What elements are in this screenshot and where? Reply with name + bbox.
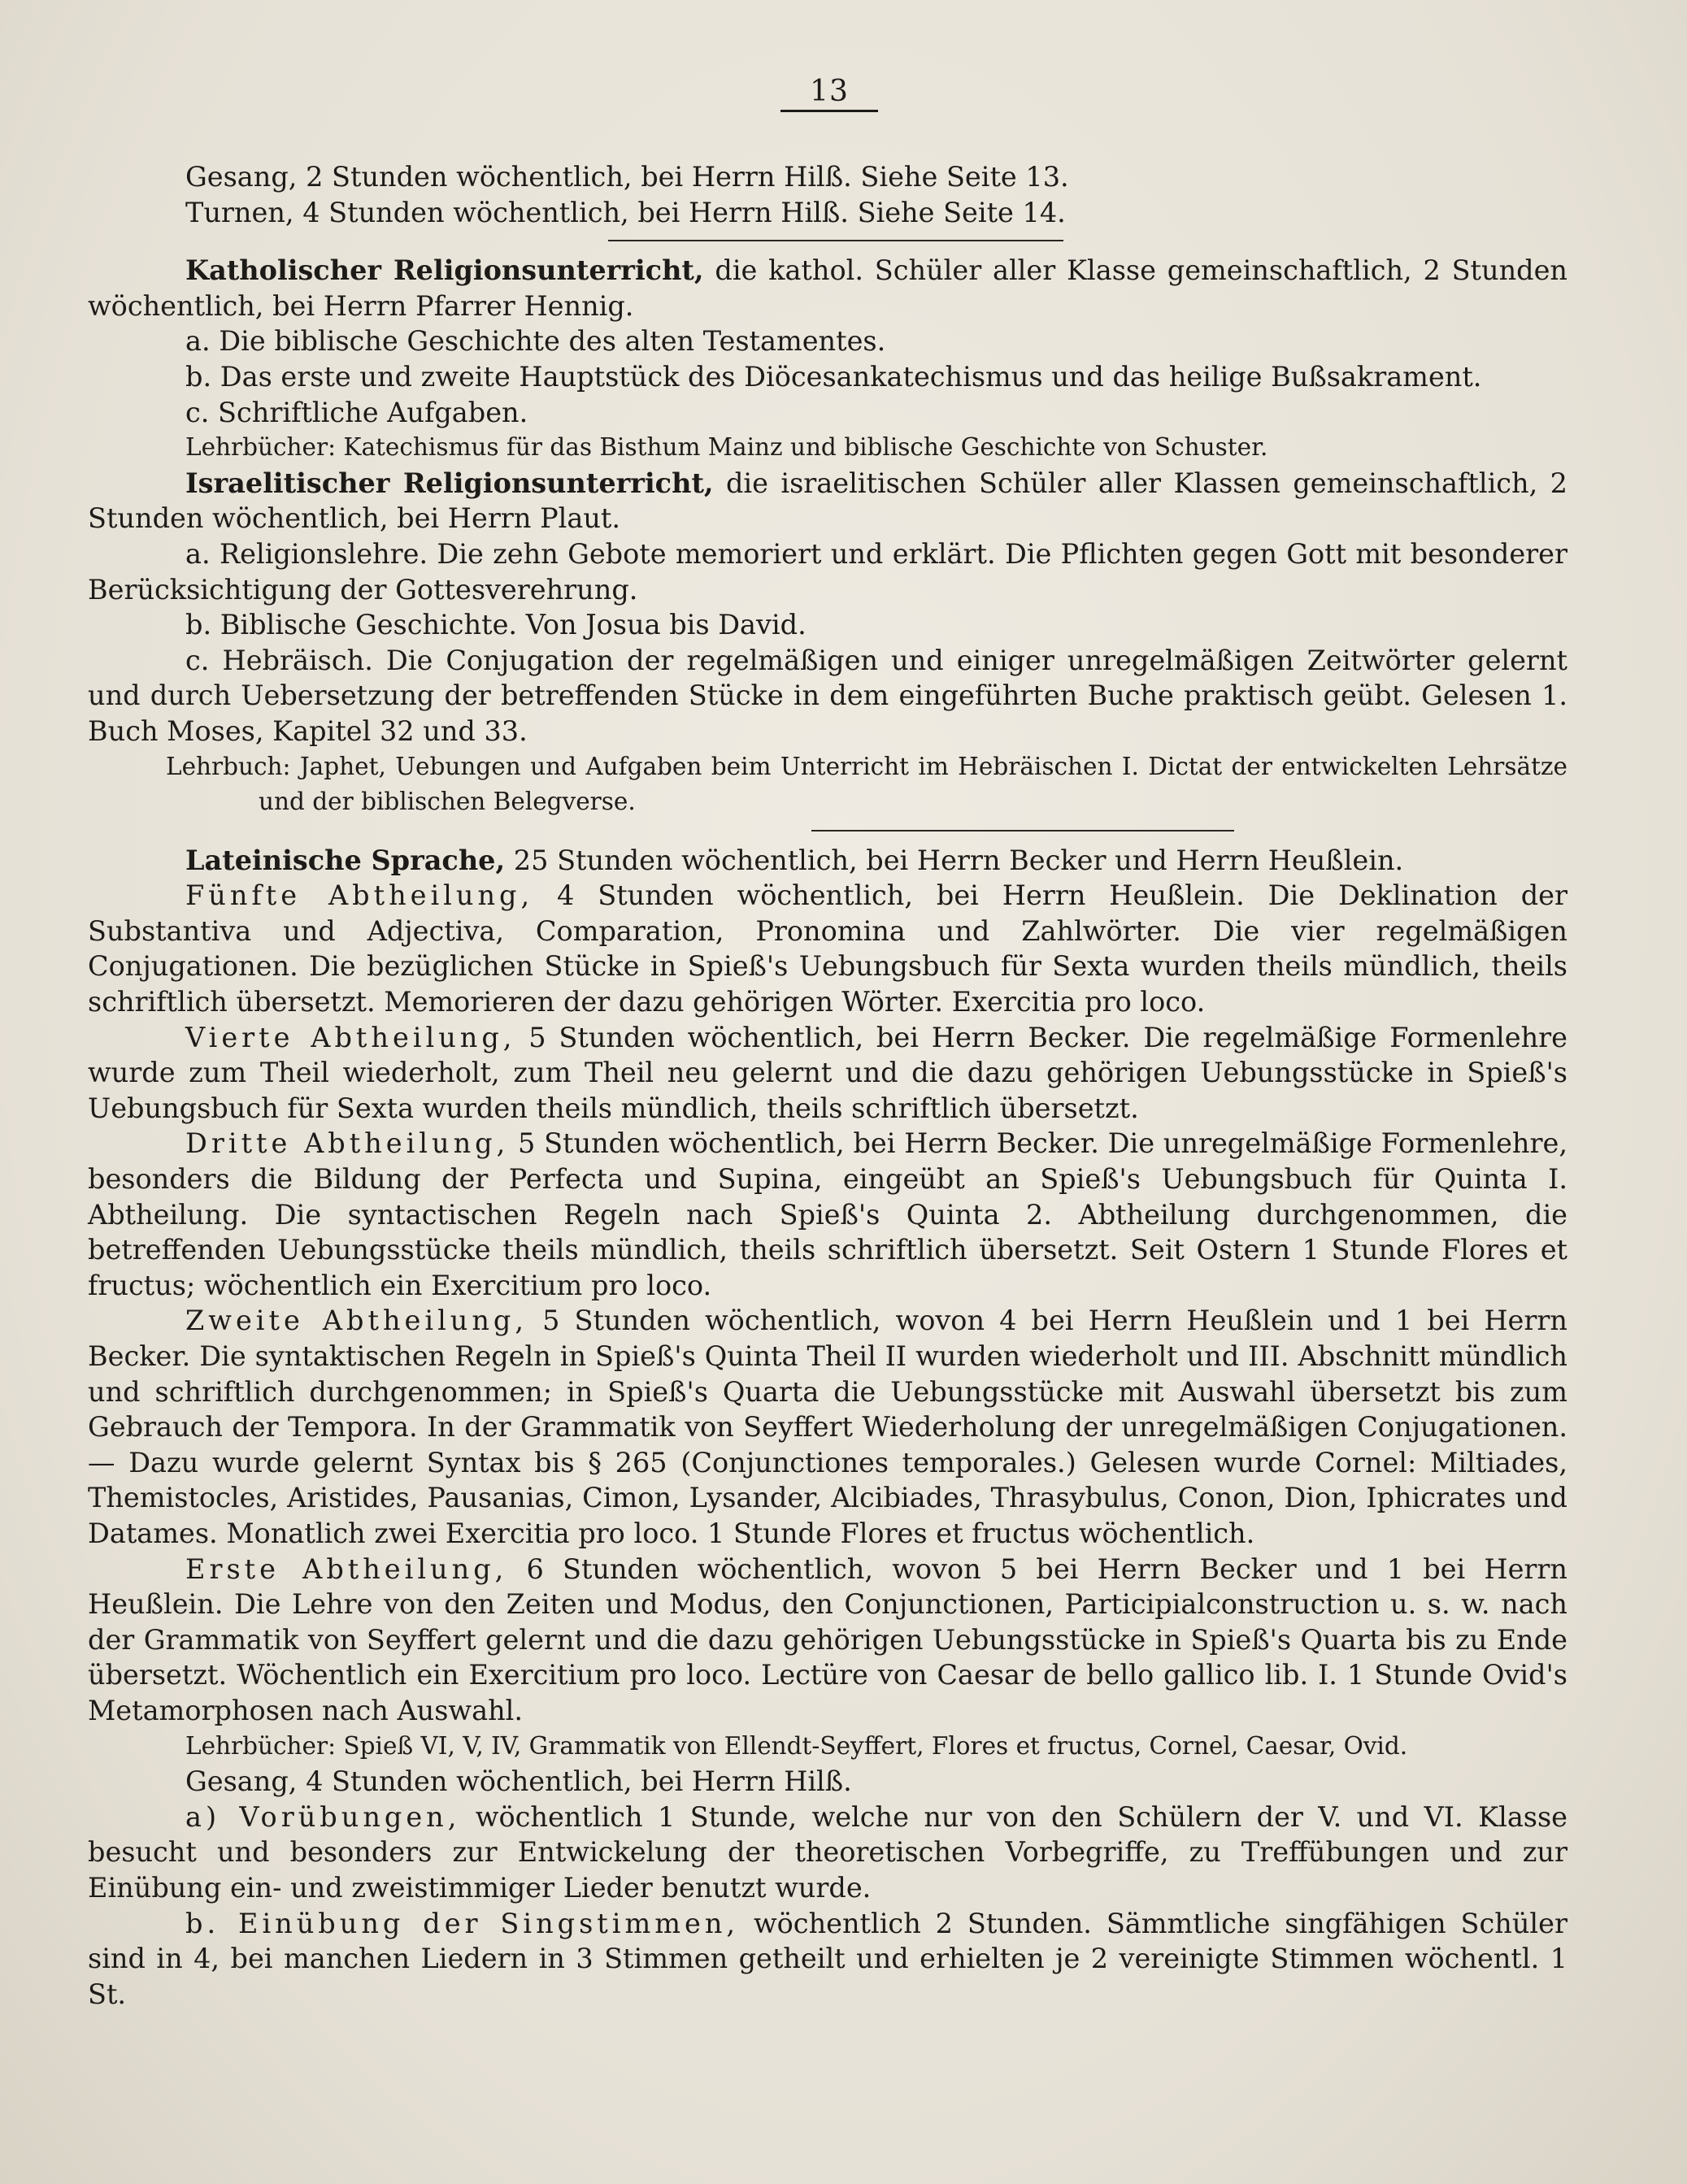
- second-division-text: 5 Stunden wöchentlich, wovon 4 bei Herrn Heußlein und 1 bei Herrn Becker. Die syntaktischen Regeln in Spieß's Quinta Theil II wurden wiederholt und III. Abschnitt mündlich und schriftlich durchgenommen; in Spieß's Quarta die Uebungsstücke mit Auswahl übersetzt bis zum Gebrauch der Tempora. In der Grammatik von Seyffert Wiederholung der unregelmäßigen Conjugationen. — Dazu wurde gelernt Syntax bis § 265 (Conjunctiones temporales.) Gelesen wurde Cornel: Miltiades, Themistocles, Aristides, Pausanias, Cimon, Lysander, Alcibiades, Thrasybulus, Conon, Dion, Iphicrates und Datames. Monatlich zwei Exercitia pro loco. 1 Stunde Flores et fructus wöchentlich.: [88, 1305, 1567, 1549]
- page-number: 13: [780, 75, 878, 112]
- fifth-division: [88, 878, 1567, 1019]
- catholic-religion-paragraph: [88, 253, 1567, 323]
- fifth-division-heading: Fünfte Abtheilung,: [185, 879, 534, 912]
- page-body: [88, 159, 1567, 2012]
- fourth-division: [88, 1020, 1567, 1127]
- catholic-item-c: c. Schriftliche Aufgaben.: [185, 396, 528, 428]
- section-divider: [608, 240, 1063, 241]
- jewish-religion-text: die israelitischen Schüler aller Klassen gemeinschaftlich, 2 Stunden wöchentlich, bei Herrn Plaut.: [88, 467, 1567, 535]
- third-division-text: 5 Stunden wöchentlich, bei Herrn Becker. Die unregelmäßige Formenlehre, besonders die Bildung der Perfecta und Supina, eingeübt an Spieß's Uebungsbuch für Quinta I. Abtheilung. Die syntactischen Regeln nach Spieß's Quinta 2. Abtheilung durchgenommen, die betreffenden Uebungsstücke theils mündlich, theils schriftlich übersetzt. Seit Ostern 1 Stunde Flores et fructus; wöchentlich ein Exercitium pro loco.: [88, 1127, 1567, 1301]
- jewish-religion-heading: Israelitischer Religionsunterricht,: [185, 467, 714, 499]
- fourth-division-text: 5 Stunden wöchentlich, bei Herrn Becker. Die regelmäßige Formenlehre wurde zum Theil wiederholt, zum Theil neu gelernt und die dazu gehörigen Uebungsstücke in Spieß's Uebungsbuch für Sexta wurden theils mündlich, theils schriftlich übersetzt.: [88, 1021, 1568, 1124]
- catholic-religion-heading: Katholischer Religionsunterricht,: [185, 254, 704, 287]
- latin-heading: Lateinische Sprache,: [185, 844, 506, 876]
- catholic-textbooks: Lehrbücher: Katechismus für das Bisthum Mainz und biblische Geschichte von Schuster.: [185, 433, 1268, 462]
- turnen-line: Turnen, 4 Stunden wöchentlich, bei Herrn Hilß. Siehe Seite 14.: [185, 196, 1066, 228]
- section-divider: [811, 830, 1234, 831]
- second-division-heading: Zweite Abtheilung,: [185, 1305, 528, 1337]
- singing-item-a-text: wöchentlich 1 Stunde, welche nur von den Schülern der V. und VI. Klasse besucht und besonders zur Entwickelung der theoretischen Vorbegriffe, zu Treffübungen und zur Einübung ein- und zweistimmiger Lieder benutzt wurde.: [88, 1800, 1567, 1904]
- jewish-item-a: a. Religionslehre. Die zehn Gebote memoriert und erklärt. Die Pflichten gegen Gott mit besonderer Berücksichtigung der Gottesverehrung.: [88, 537, 1567, 606]
- latin-paragraph: [88, 843, 1567, 879]
- catholic-item-a: a. Die biblische Geschichte des alten Testamentes.: [185, 325, 886, 358]
- jewish-item-b: b. Biblische Geschichte. Von Josua bis David.: [185, 609, 807, 641]
- first-division-heading: Erste Abtheilung,: [185, 1552, 508, 1585]
- singing-item-b: [88, 1906, 1567, 2012]
- second-division: [88, 1303, 1567, 1551]
- singing-item-a: [88, 1800, 1567, 1906]
- first-division-text: 6 Stunden wöchentlich, wovon 5 bei Herrn Becker und 1 bei Herrn Heußlein. Die Lehre von den Zeiten und Modus, den Conjunctionen, Participialconstruction u. s. w. nach der Grammatik von Seyffert gelernt und die dazu gehörigen Uebungsstücke in Spieß's Quarta bis zu Ende übersetzt. Wöchentlich ein Exercitium pro loco. Lectüre von Caesar de bello gallico lib. I. 1 Stunde Ovid's Metamorphosen nach Auswahl.: [88, 1552, 1567, 1726]
- fifth-division-text: 4 Stunden wöchentlich, bei Herrn Heußlein. Die Deklination der Substantiva und Adjectiva, Comparation, Pronomina und Zahlwörter. Die vier regelmäßigen Conjugationen. Die bezüglichen Stücke in Spieß's Uebungsbuch für Sexta wurden theils mündlich, theils schriftlich übersetzt. Memorieren der dazu gehörigen Wörter. Exercitia pro loco.: [88, 879, 1567, 1018]
- jewish-textbook: Lehrbuch: Japhet, Uebungen und Aufgaben beim Unterricht im Hebräischen I. Dictat der entwickelten Lehrsätze und der biblischen Belegverse.: [166, 752, 1567, 816]
- third-division-heading: Dritte Abtheilung,: [185, 1127, 510, 1160]
- jewish-religion-paragraph: [88, 466, 1567, 536]
- catholic-religion-text: die kathol. Schüler aller Klasse gemeinschaftlich, 2 Stunden wöchentlich, bei Herrn Pfarrer Hennig.: [88, 254, 1567, 322]
- singing-item-b-heading: b. Einübung der Singstimmen,: [185, 1907, 740, 1939]
- jewish-item-c: c. Hebräisch. Die Conjugation der regelmäßigen und einiger unregelmäßigen Zeitwörter gelernt und durch Uebersetzung der betreffenden Stücke in dem eingeführten Buche praktisch geübt. Gelesen 1. Buch Moses, Kapitel 32 und 33.: [88, 644, 1567, 747]
- catholic-item-b: b. Das erste und zweite Hauptstück des Diöcesankatechismus und das heilige Bußsakrament.: [185, 360, 1482, 393]
- singing-heading-line: Gesang, 4 Stunden wöchentlich, bei Herrn Hilß.: [185, 1765, 852, 1798]
- gesang-line: Gesang, 2 Stunden wöchentlich, bei Herrn Hilß. Siehe Seite 13.: [185, 161, 1069, 193]
- fourth-division-heading: Vierte Abtheilung,: [185, 1021, 516, 1053]
- latin-text: 25 Stunden wöchentlich, bei Herrn Becker und Herrn Heußlein.: [505, 844, 1404, 876]
- third-division: [88, 1126, 1567, 1303]
- latin-textbooks: Lehrbücher: Spieß VI, V, IV, Grammatik von Ellendt-Seyffert, Flores et fructus, Cornel, Caesar, Ovid.: [185, 1731, 1408, 1760]
- singing-item-b-text: wöchentlich 2 Stunden. Sämmtliche singfähigen Schüler sind in 4, bei manchen Liedern in 3 Stimmen getheilt und erhielten je 2 vereinigte Stimmen wöchentl. 1 St.: [88, 1907, 1567, 2010]
- singing-item-a-heading: a) Vorübungen,: [185, 1800, 461, 1833]
- first-division: [88, 1552, 1567, 1729]
